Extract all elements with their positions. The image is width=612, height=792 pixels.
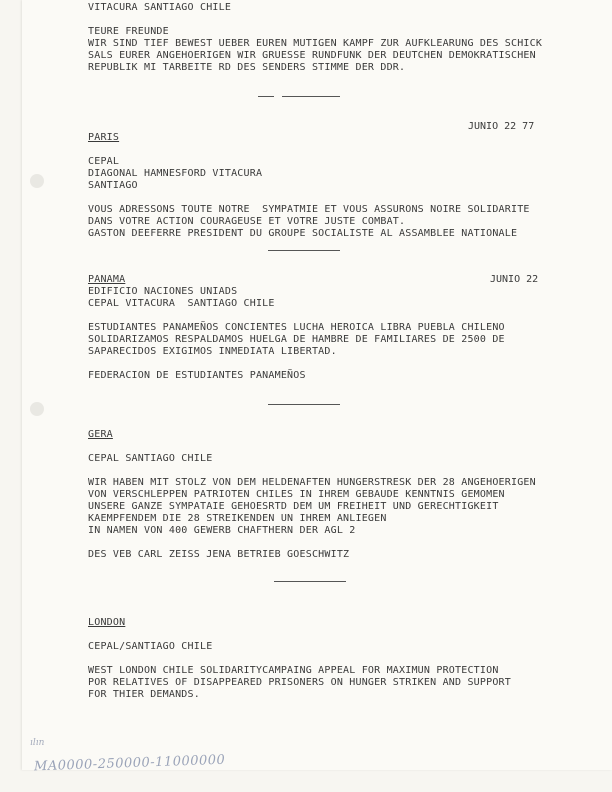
address-line: CEPAL SANTIAGO CHILE	[88, 453, 213, 464]
separator-rule	[258, 96, 274, 97]
body-line: UNSERE GANZE SYMPATAIE GEHOESRTD DEM UM FREIHEIT UND GERECHTIGKEIT	[88, 501, 499, 512]
body-line: WEST LONDON CHILE SOLIDARITYCAMPAING APPEAL FOR MAXIMUN PROTECTION	[88, 665, 499, 676]
city-heading: PANAMA	[88, 274, 126, 285]
body-line: FOR THIER DEMANDS.	[88, 689, 200, 700]
body-line: KAEMPFENDEM DIE 28 STREIKENDEN UN IHREM ANLIEGEN	[88, 513, 387, 524]
body-line: IN NAMEN VON 400 GEWERB CHAFTHERN DER AGL 2	[88, 525, 356, 536]
punch-hole	[30, 174, 44, 188]
telegram-paris	[88, 132, 608, 240]
address-line: SANTIAGO	[88, 180, 138, 191]
address-line: CEPAL/SANTIAGO CHILE	[88, 641, 213, 652]
separator-rule	[274, 581, 346, 582]
body-line: SAPARECIDOS EXIGIMOS INMEDIATA LIBERTAD.	[88, 346, 337, 357]
body-line: REPUBLIK MI TARBEITE RD DES SENDERS STIMME DER DDR.	[88, 62, 406, 73]
body-line: ESTUDIANTES PANAMEÑOS CONCIENTES LUCHA HEROICA LIBRA PUEBLA CHILENO	[88, 322, 505, 333]
handwritten-mark: ılın	[30, 738, 45, 748]
separator-rule	[268, 250, 340, 251]
body-line: DANS VOTRE ACTION COURAGEUSE ET VOTRE JUSTE COMBAT.	[88, 216, 406, 227]
body-line: WIR HABEN MIT STOLZ VON DEM HELDENAFTEN HUNGERSTRESK DER 28 ANGEHOERIGEN	[88, 477, 536, 488]
signature-line: DES VEB CARL ZEISS JENA BETRIEB GOESCHWITZ	[88, 549, 350, 560]
telegram-gera	[88, 429, 608, 561]
telegram-top	[88, 2, 608, 74]
telegram-date: JUNIO 22	[490, 274, 539, 285]
address-line: CEPAL	[88, 156, 120, 167]
telegram-date: JUNIO 22 77	[468, 121, 535, 132]
body-line: POR RELATIVES OF DISAPPEARED PRISONERS ON HUNGER STRIKEN AND SUPPORT	[88, 677, 511, 688]
body-line: SALS EURER ANGEHOERIGEN WIR GRUESSE RUNDFUNK DER DEUTCHEN DEMOKRATISCHEN	[88, 50, 536, 61]
body-line: GASTON DEEFERRE PRESIDENT DU GROUPE SOCIALISTE AL ASSAMBLEE NATIONALE	[88, 228, 518, 239]
separator-rule	[268, 404, 340, 405]
body-line: WIR SIND TIEF BEWEST UEBER EUREN MUTIGEN KAMPF ZUR AUFKLEARUNG DES SCHICK	[88, 38, 543, 49]
city-heading: LONDON	[88, 617, 126, 628]
greeting: TEURE FREUNDE	[88, 26, 169, 37]
punch-hole	[30, 402, 44, 416]
body-line: VOUS ADRESSONS TOUTE NOTRE SYMPATMIE ET VOUS ASSURONS NOIRE SOLIDARITE	[88, 204, 530, 215]
city-heading: PARIS	[88, 132, 120, 143]
body-line: VON VERSCHLEPPEN PATRIOTEN CHILES IN IHREM GEBAUDE KENNTNIS GEMOMEN	[88, 489, 505, 500]
city-heading: GERA	[88, 429, 113, 440]
telegram-panama	[88, 274, 608, 382]
separator-rule	[282, 96, 340, 97]
address-line: DIAGONAL HAMNESFORD VITACURA	[88, 168, 263, 179]
handwritten-archive-code: MA0000-250000-11000000	[33, 752, 226, 775]
body-line: SOLIDARIZAMOS RESPALDAMOS HUELGA DE HAMBRE DE FAMILIARES DE 2500 DE	[88, 334, 505, 345]
signature-line: FEDERACION DE ESTUDIANTES PANAMEÑOS	[88, 370, 306, 381]
address-line: EDIFICIO NACIONES UNIADS	[88, 286, 238, 297]
address-line: VITACURA SANTIAGO CHILE	[88, 2, 232, 13]
telegram-london	[88, 617, 608, 701]
address-line: CEPAL VITACURA SANTIAGO CHILE	[88, 298, 275, 309]
